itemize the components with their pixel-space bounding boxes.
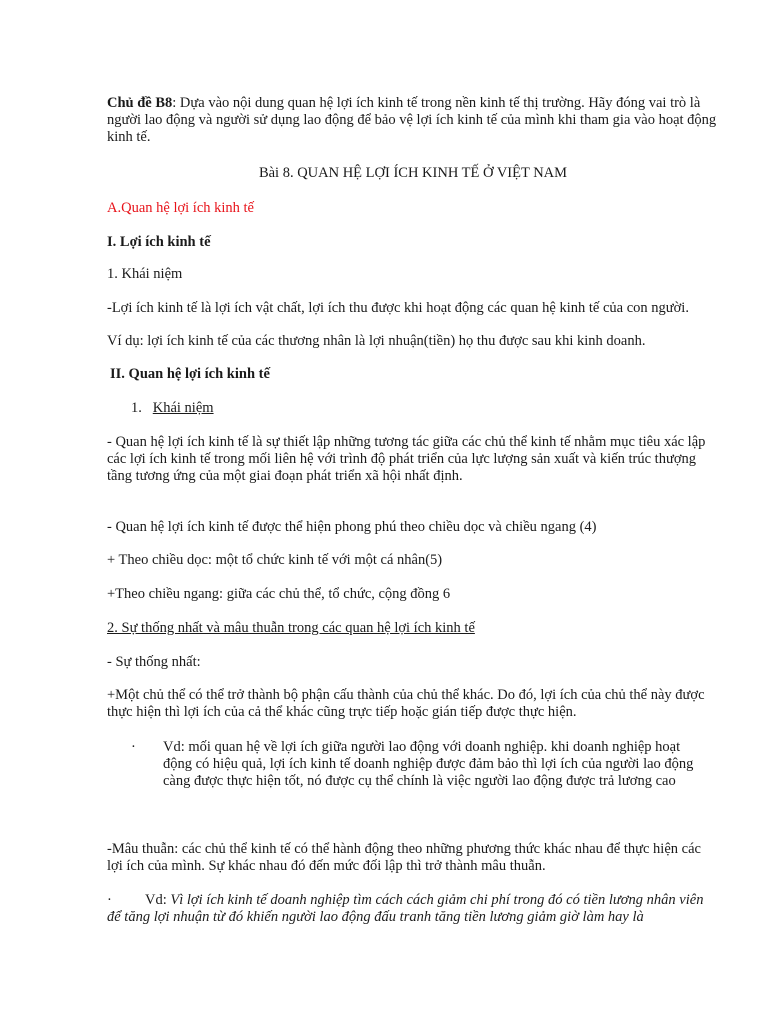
topic-text: : Dựa vào nội dung quan hệ lợi ích kinh tế trong nền kinh tế thị trường. Hãy đóng vai trò là người lao động và người sử dụng lao động để bảo vệ lợi ích kinh tế của mình khi tham gia vào hoạt động kinh tế. <box>107 95 717 145</box>
topic-label: Chủ đề B8 <box>107 95 173 111</box>
paragraph-quan-he-definition: - Quan hệ lợi ích kinh tế là sự thiết lập những tương tác giữa các chủ thể kinh tế nhằm mục tiêu xác lập các lợi ích kinh tế trong mối liên hệ với trình độ phát triển của lực lượng sản xuất và kiến trúc thượng tầng tương ứng của một giai đoạn phát triển xã hội nhất định. <box>107 434 706 484</box>
subheading-khai-niem-1: 1. Khái niệm <box>107 266 183 282</box>
subheading-text: Khái niệm <box>152 400 214 416</box>
paragraph-thong-nhat: - Sự thống nhất: <box>107 654 201 670</box>
paragraph-thong-nhat-detail: +Một chủ thể có thể trở thành bộ phận cấu thành của chủ thể khác. Do đó, lợi ích của chủ thể này được thực hiện thì lợi ích của cả thể khác cũng trực tiếp hoặc gián tiếp được thực hiện. <box>107 687 705 720</box>
paragraph-example: Ví dụ: lợi ích kinh tế của các thương nhân là lợi nhuận(tiền) họ thu được sau khi kinh doanh. <box>107 333 646 349</box>
subheading-number: 1. <box>131 400 142 416</box>
section-a-heading: A.Quan hệ lợi ích kinh tế <box>107 200 254 216</box>
paragraph-chieu-doc-ngang: - Quan hệ lợi ích kinh tế được thể hiện phong phú theo chiều dọc và chiều ngang (4) <box>107 519 597 535</box>
paragraph-mau-thuan: -Mâu thuẫn: các chủ thể kinh tế có thể hành động theo những phương thức khác nhau để thực hiện các lợi ích của mình. Sự khác nhau đó đến mức đối lập thì trở thành mâu thuẫn. <box>107 841 701 874</box>
bullet-2-label: Vd: <box>145 892 171 908</box>
bullet-1-mark: · <box>131 739 136 755</box>
bullet-2-paragraph <box>107 892 719 926</box>
bullet-1-text: Vd: mối quan hệ về lợi ích giữa người lao động với doanh nghiệp. khi doanh nghiệp hoạt động có hiệu quả, lợi ích kinh tế doanh nghiệp được đảm bảo thì lợi ích của người lao động càng được thực hiện tốt, nó được cụ thể chính là việc người lao động được trả lương cao <box>163 739 694 789</box>
heading-loi-ich-kinh-te: I. Lợi ích kinh tế <box>107 234 211 250</box>
heading-quan-he-loi-ich: II. Quan hệ lợi ích kinh tế <box>110 366 270 382</box>
bullet-2-mark: · <box>107 892 112 908</box>
paragraph-chieu-ngang: +Theo chiều ngang: giữa các chủ thể, tổ chức, cộng đồng 6 <box>107 586 451 602</box>
topic-paragraph <box>107 95 719 146</box>
subheading-khai-niem-2 <box>131 400 431 417</box>
lesson-title: Bài 8. QUAN HỆ LỢI ÍCH KINH TẾ Ở VIỆT NAM <box>258 165 568 181</box>
paragraph-chieu-doc: + Theo chiều dọc: một tổ chức kinh tế với một cá nhân(5) <box>107 552 443 568</box>
paragraph-definition: -Lợi ích kinh tế là lợi ích vật chất, lợi ích thu được khi hoạt động các quan hệ kinh tế của con người. <box>107 300 689 316</box>
bullet-2-text: Vì lợi ích kinh tế doanh nghiệp tìm cách cách giảm chi phí trong đó có tiền lương nhân viên để tăng lợi nhuận từ đó khiến người lao động đấu tranh tăng tiền lương giảm giờ làm hay là <box>107 892 704 925</box>
subheading-thong-nhat-mau-thuan: 2. Sự thống nhất và mâu thuẫn trong các quan hệ lợi ích kinh tế <box>107 620 475 636</box>
